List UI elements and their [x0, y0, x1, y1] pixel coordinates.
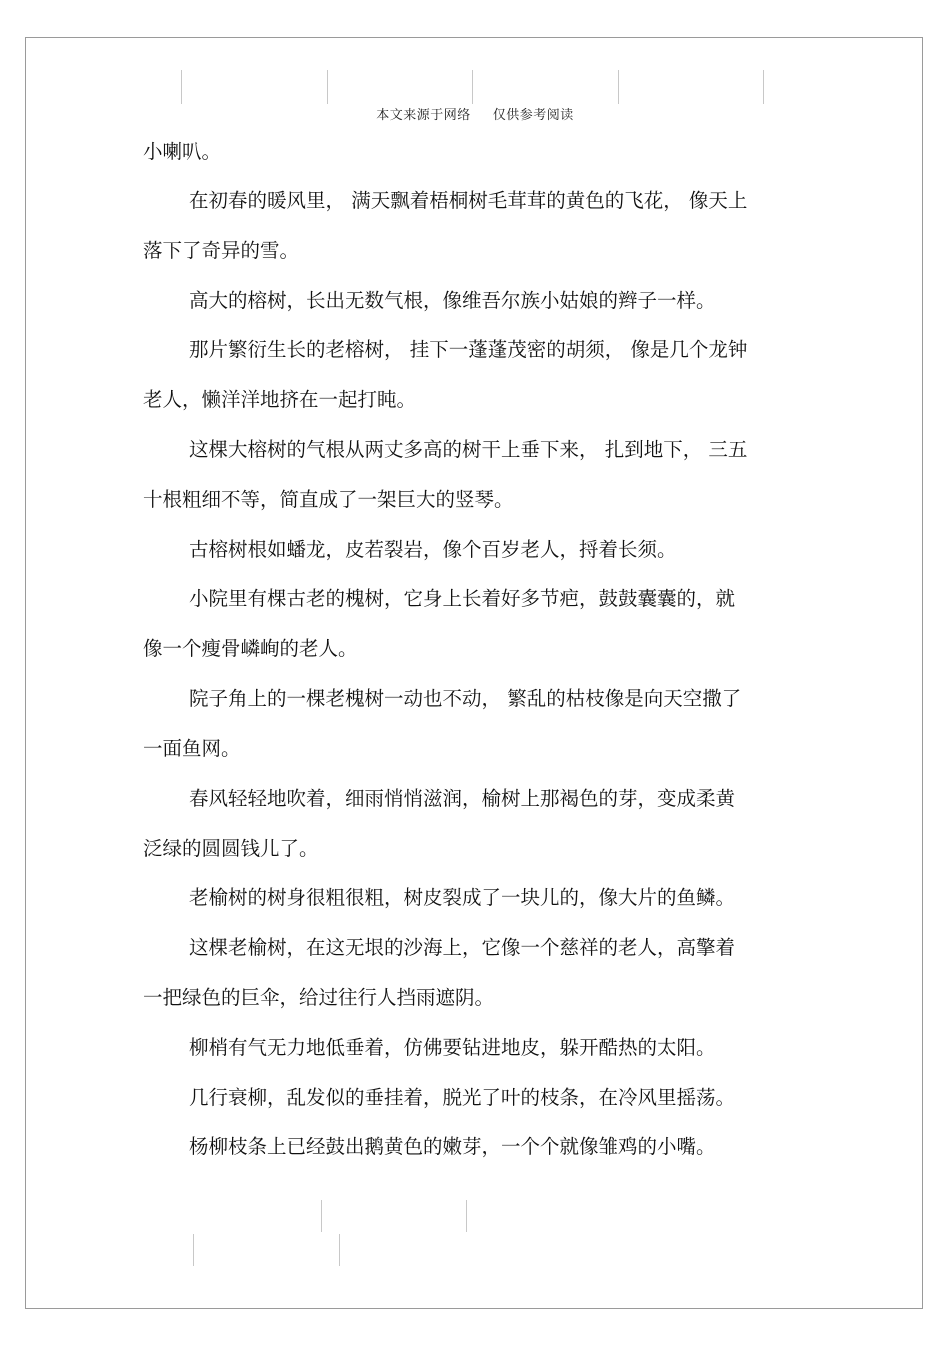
text-line: 落下了奇异的雪。	[143, 239, 300, 262]
source-note-part-a: 本文来源于网络	[376, 108, 471, 123]
header-tick	[472, 70, 473, 104]
source-note-part-b: 仅供参考阅读	[492, 108, 574, 123]
footer-tick	[193, 1234, 194, 1266]
text-line: 像一个瘦骨嶙峋的老人。	[143, 637, 358, 660]
text-line: 这棵老榆树，在这无垠的沙海上，它像一个慈祥的老人，高擎着	[189, 936, 736, 959]
footer-tick	[339, 1234, 340, 1266]
header-tick	[763, 70, 764, 104]
text-line: 古榕树根如蟠龙，皮若裂岩，像个百岁老人，捋着长须。	[189, 538, 677, 561]
header-tick	[181, 70, 182, 104]
text-line: 杨柳枝条上已经鼓出鹅黄色的嫩芽，一个个就像雏鸡的小嘴。	[189, 1135, 716, 1158]
text-line: 院子角上的一棵老槐树一动也不动， 繁乱的枯枝像是向天空撒了	[189, 687, 742, 710]
text-line: 在初春的暖风里， 满天飘着梧桐树毛茸茸的黄色的飞花， 像天上	[189, 189, 748, 212]
text-line: 一面鱼网。	[143, 737, 241, 760]
header-tick	[618, 70, 619, 104]
source-note	[0, 104, 950, 123]
text-line: 老人，懒洋洋地挤在一起打盹。	[143, 388, 417, 411]
text-line: 小院里有棵古老的槐树，它身上长着好多节疤，鼓鼓囊囊的，就	[189, 587, 736, 610]
text-line: 十根粗细不等，简直成了一架巨大的竖琴。	[143, 488, 514, 511]
text-line: 高大的榕树，长出无数气根，像维吾尔族小姑娘的辫子一样。	[189, 289, 716, 312]
text-line: 老榆树的树身很粗很粗，树皮裂成了一块儿的，像大片的鱼鳞。	[189, 886, 736, 909]
text-line: 那片繁衍生长的老榕树， 挂下一蓬蓬茂密的胡须， 像是几个龙钟	[189, 338, 748, 361]
text-line: 几行衰柳，乱发似的垂挂着，脱光了叶的枝条，在冷风里摇荡。	[189, 1086, 736, 1109]
text-line: 小喇叭。	[143, 140, 222, 163]
text-line: 春风轻轻地吹着，细雨悄悄滋润，榆树上那褐色的芽，变成柔黄	[189, 787, 736, 810]
header-tick	[327, 70, 328, 104]
footer-tick	[321, 1200, 322, 1232]
footer-tick	[466, 1200, 467, 1232]
text-line: 泛绿的圆圆钱儿了。	[143, 837, 319, 860]
text-line: 柳梢有气无力地低垂着，仿佛要钻进地皮，躲开酷热的太阳。	[189, 1036, 716, 1059]
text-line: 这棵大榕树的气根从两丈多高的树干上垂下来， 扎到地下， 三五	[189, 438, 748, 461]
page-frame	[25, 37, 923, 1309]
text-line: 一把绿色的巨伞，给过往行人挡雨遮阴。	[143, 986, 495, 1009]
